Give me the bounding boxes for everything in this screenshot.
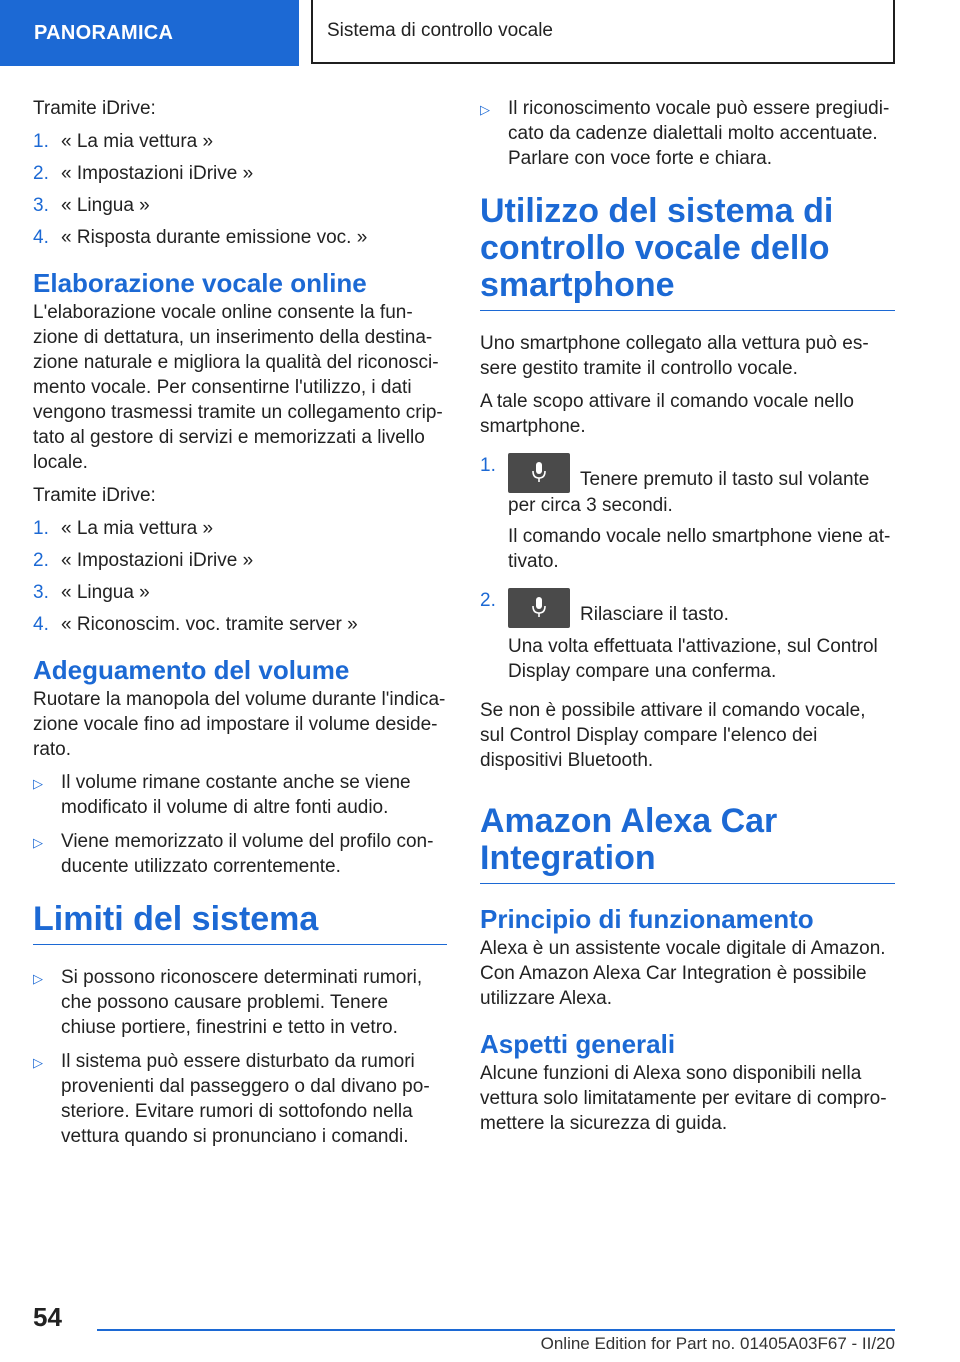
microphone-icon [508,588,570,628]
heading-limits-wrap [33,901,447,945]
heading-online-processing: Elaborazione vocale online [33,268,367,298]
list-item: ▷ Si possono riconoscere determinati rumori, che possono causare problemi. Tenere chiuse portiere, finestrini e tetto in vetro. [33,967,423,1038]
header-chapter-label: Sistema di controllo vocale [327,20,553,41]
heading-alexa-wrap [480,803,895,884]
header-section-tab [0,0,299,66]
footer-edition: Online Edition for Part no. 01405A03F67 - II/20 [540,1334,895,1353]
right-column [480,96,895,1144]
list-item: 1. « La mia vettura » [33,518,214,539]
limits-bullets [33,965,447,1149]
list-item: 3. « Lingua » [33,195,150,216]
intro-text: Tramite iDrive: [33,98,156,119]
recognition-bullets [480,96,895,171]
idrive-steps-list-2 [33,516,447,637]
list-item: 3. « Lingua » [33,582,150,603]
triangle-bullet-icon: ▷ [33,776,43,791]
step-1-result: Il comando vocale nello smartphone viene attivato. [508,526,891,572]
list-item: 4. « Riconoscim. voc. tramite server » [33,614,358,635]
triangle-bullet-icon: ▷ [33,1055,43,1070]
general-text: Alcune funzioni di Alexa sono disponibili nella vettura solo limitatamente per evitare di compromettere la sicurezza di guida. [480,1063,887,1134]
list-item: ▷ Viene memorizzato il volume del profilo conducente utilizzato correntemente. [33,831,434,877]
triangle-bullet-icon: ▷ [480,102,490,117]
list-item: 2. « Impostazioni iDrive » [33,163,254,184]
triangle-bullet-icon: ▷ [33,971,43,986]
list-item: 2. « Impostazioni iDrive » [33,550,254,571]
list-item: ▷ Il volume rimane costante anche se viene modificato il volume di altre fonti audio. [33,772,411,818]
heading-limits: Limiti del sistema [33,900,319,938]
header-chapter-box [311,0,895,64]
step-2-result: Una volta effettuata l'attivazione, sul Control Display compare una conferma. [508,636,878,682]
principle-text: Alexa è un assistente vocale digitale di Amazon. Con Amazon Alexa Car Integration è possibile utilizzare Alexa. [480,938,886,1009]
heading-smartphone-wrap [480,193,895,311]
heading-alexa: Amazon Alexa Car Integration [480,802,778,877]
smartphone-text-1: Uno smartphone collegato alla vettura può essere gestito tramite il controllo vocale. [480,333,869,379]
list-item: ▷ Il riconoscimento vocale può essere pregiudicato da cadenze dialettali molto accentuate. Parlare con voce forte e chiara. [480,98,890,169]
smartphone-step-1: 1. Tenere premuto il tasto sul volante per circa 3 secondi. Il comando vocale nello smartphone viene attivato. [480,453,895,580]
list-item: 1. « La mia vettura » [33,131,214,152]
left-column [33,96,447,1159]
online-processing-text: L'elaborazione vocale online consente la funzione di dettatura, un inserimento della destinazione naturale e migliora la qualità del riconoscimento vocale. Per consentirne l'utilizzo, i dati vengono trasmessi tramite un collegamento criptato al gestore di servizi e memorizzati a livello locale. [33,302,443,473]
smartphone-text-3: Se non è possibile attivare il comando vocale, sul Control Display compare l'elenco dei dispositivi Bluetooth. [480,700,866,771]
intro-text-2: Tramite iDrive: [33,485,156,506]
list-item: ▷ Il sistema può essere disturbato da rumori provenienti dal passeggero o dal divano posteriore. Evitare rumori di sottofondo nella vettura quando si pronunciano i comandi. [33,1051,430,1147]
volume-bullets [33,770,447,879]
microphone-icon [508,453,570,493]
volume-text: Ruotare la manopola del volume durante l'indicazione vocale fino ad impostare il volume desiderato. [33,689,446,760]
step-2-text: Rilasciare il tasto. [580,604,729,625]
page-number: 54 [33,1302,62,1332]
list-item: 4. « Risposta durante emissione voc. » [33,227,368,248]
triangle-bullet-icon: ▷ [33,835,43,850]
heading-smartphone: Utilizzo del sistema di controllo vocale dello smartphone [480,192,834,304]
smartphone-step-2: 2. Rilasciare il tasto. Una volta effettuata l'attivazione, sul Control Display compare una conferma. [480,588,895,690]
heading-volume: Adeguamento del volume [33,655,350,685]
footer-divider [97,1329,895,1331]
heading-general: Aspetti generali [480,1029,676,1059]
header-section-label: PANORAMICA [34,21,174,44]
smartphone-text-2: A tale scopo attivare il comando vocale nello smartphone. [480,391,854,437]
idrive-steps-list [33,129,447,250]
heading-principle: Principio di funzionamento [480,904,814,934]
step-1-text: Tenere premuto il tasto sul volante per circa 3 secondi. [508,469,870,516]
